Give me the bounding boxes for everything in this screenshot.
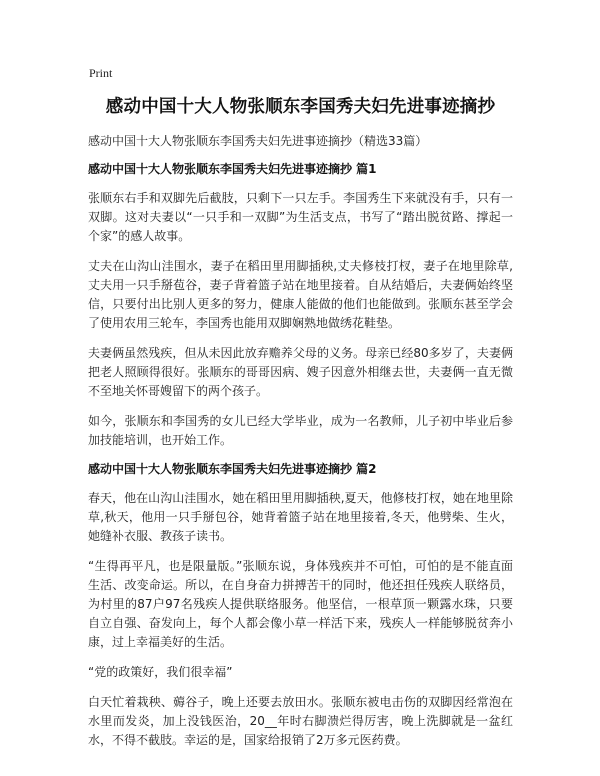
document-subtitle: 感动中国十大人物张顺东李国秀夫妇先进事迹摘抄（精选33篇）: [88, 134, 428, 148]
paragraph: “生得再平凡，也是限量版。”张顺东说，身体残疾并不可怕，可怕的是不能直面生活、改变命运。所以，在自身奋力拼搏苦干的同时，他还担任残疾人联络员，为村里的87户97名残疾人提供联络服务。他坚信，一根草顶一颗露水珠，只要自立自强、奋发向上，每个人都会像小草一样活下来，残疾人一样能够脱贫奔小康，过上幸福美好的生活。: [88, 559, 513, 649]
page-title: 感动中国十大人物张顺东李国秀夫妇先进事迹摘抄: [105, 97, 496, 117]
print-label: Print: [89, 66, 113, 80]
paragraph: “党的政策好，我们很幸福”: [88, 665, 233, 679]
section-heading: 感动中国十大人物张顺东李国秀夫妇先进事迹摘抄 篇1: [88, 162, 377, 176]
paragraph: 夫妻俩虽然残疾，但从未因此放弃赡养父母的义务。母亲已经80多岁了，夫妻俩把老人照顾得很好。张顺东的哥哥因病、嫂子因意外相继去世，夫妻俩一直无微不至地关怀哥嫂留下的两个孩子。: [88, 346, 513, 398]
section-2: [88, 461, 513, 750]
paragraph: 如今，张顺东和李国秀的女儿已经大学毕业，成为一名教师，儿子初中毕业后参加技能培训，也开始工作。: [88, 414, 513, 447]
section-heading: 感动中国十大人物张顺东李国秀夫妇先进事迹摘抄 篇2: [88, 462, 377, 476]
paragraph: 白天忙着栽秧、薅谷子，晚上还要去放田水。张顺东被电击伤的双脚因经常泡在水里而发炎，加上没钱医治，20__年时右脚溃烂得厉害，晚上洗脚就是一盆红水，不得不截肢。幸运的是，国家给报销了2万多元医药费。: [88, 695, 513, 747]
paragraph: 丈夫在山沟山洼围水，妻子在稻田里用脚插秧,丈夫修枝打杈，妻子在地里除草,丈夫用一只手掰苞谷，妻子背着篮子站在地里接着。自从结婚后，夫妻俩始终坚信，只要付出比别人更多的努力，健康人能做的他们也能做到。张顺东甚至学会了使用农用三轮车，李国秀也能用双脚娴熟地做绣花鞋垫。: [88, 259, 513, 330]
section-1: [88, 161, 513, 450]
paragraph: 张顺东右手和双脚先后截肢，只剩下一只左手。李国秀生下来就没有手，只有一双脚。这对夫妻以“一只手和一双脚”为生活支点，书写了“踏出脱贫路、撑起一个家”的感人故事。: [88, 191, 513, 243]
paragraph: 春天，他在山沟山洼围水，她在稻田里用脚插秧,夏天，他修枝打杈，她在地里除草,秋天，他用一只手掰包谷，她背着篮子站在地里接着,冬天，他劈柴、生火，她缝补衣服、教孩子读书。: [88, 491, 513, 543]
